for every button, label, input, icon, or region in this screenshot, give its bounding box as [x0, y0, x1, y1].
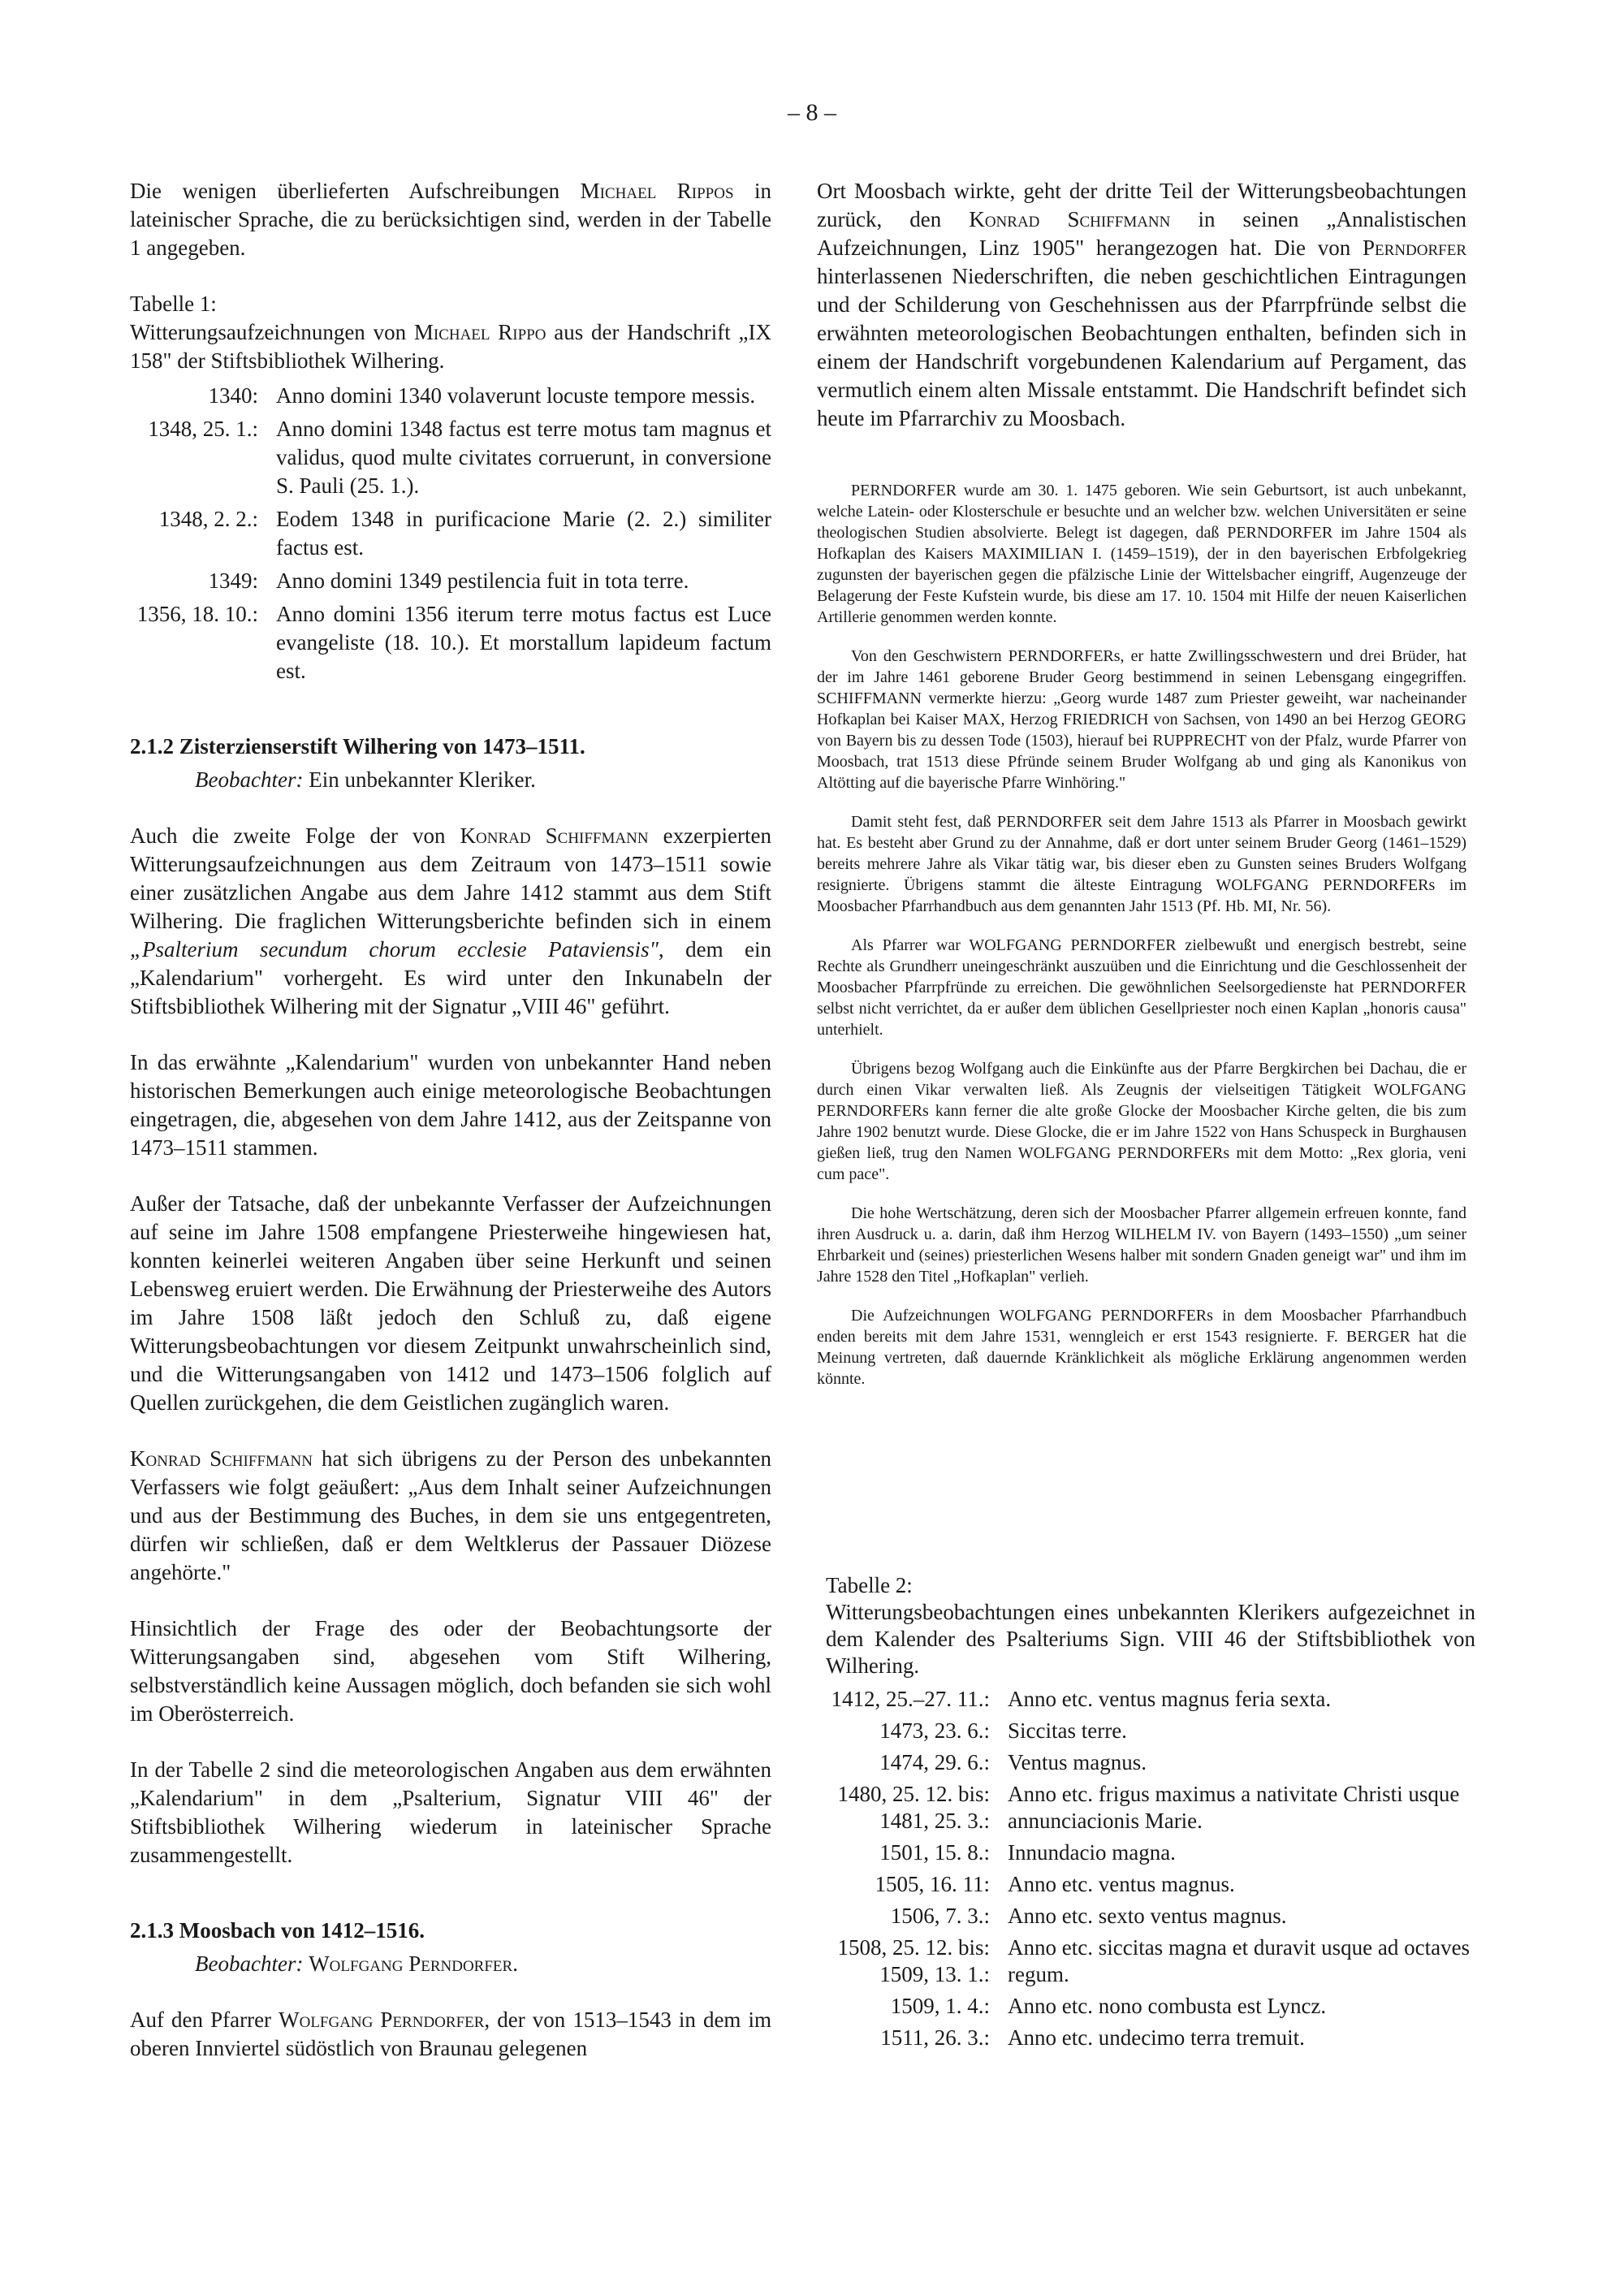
caption-name: Michael Rippo: [413, 320, 546, 344]
left-column: [130, 177, 771, 2063]
table1: [130, 382, 771, 685]
table2-date: 1511, 26. 3.:: [880, 2025, 990, 2050]
section-heading-2-1-2: 2.1.2 Zisterzienserstift Wilhering von 1473–1511.: [130, 734, 585, 759]
table2-block: [826, 1572, 1475, 2051]
author-name: Konrad Schiffmann: [460, 823, 649, 848]
observer-value: Wolfgang Perndorfer.: [309, 1951, 518, 1976]
table2-entry: Anno etc. ventus magnus.: [1008, 1872, 1235, 1896]
text: hat sich übrigens zu der Person des unbekannten Verfassers wie folgt geäußert: „Aus dem Inhalt seiner Aufzeichnungen und aus der Bestimmung des Buches, in dem sie uns entgegentreten, dürfen wir schließen, daß er dem Weltklerus der Passauer Diözese angehörte.": [130, 1446, 771, 1584]
text: Auch die zweite Folge der von: [130, 823, 446, 848]
table1-date: 1356, 18. 10.:: [136, 602, 258, 626]
intro-paragraph: [130, 177, 771, 262]
table2-date: 1412, 25.–27. 11.:: [831, 1687, 990, 1711]
text: exzerpierten Witterungsaufzeichnungen aus dem Zeitraum von 1473–1511 sowie einer zusätzlichen Angabe aus dem Jahre 1412 stammt aus dem Stift Wilhering. Die fraglichen Witterungsberichte befinden sich in einem: [130, 823, 771, 933]
table2-entry: Siccitas terre.: [1008, 1718, 1127, 1743]
table2-entry: Anno etc. undecimo terra tremuit.: [1008, 2025, 1305, 2050]
intro-text-c: lateinischer Sprache, die zu berücksichtigen sind, werden in der Tabelle 1 angegeben.: [130, 207, 771, 260]
text: in seinen „Annalistischen Aufzeichnungen, Linz 1905" herangezogen hat. Die von: [817, 207, 1466, 260]
observer-label: Beobachter:: [195, 767, 304, 792]
paragraph: Außer der Tatsache, daß der unbekannte Verfasser der Aufzeichnungen auf seine im Jahre 1508 empfangene Priesterweihe hingewiesen hat, konnten keinerlei weiteren Angaben über seine Herkunft und seinen Lebensweg eruiert werden. Die Erwähnung der Priesterweihe des Autors im Jahre 1508 läßt jedoch den Schluß zu, daß eigene Witterungsbeobachtungen vor diesem Zeitpunkt unwahrscheinlich sind, und die Witterungsangaben von 1412 und 1473–1506 folglich auf Quellen zurückgehen, die dem Geistlichen zugänglich waren.: [130, 1191, 771, 1415]
paragraph: Hinsichtlich der Frage des oder der Beobachtungsorte der Witterungsangaben sind, abgesehen vom Stift Wilhering, selbstverständlich keine Aussagen möglich, doch befanden sie sich wohl im Oberösterreich.: [130, 1616, 771, 1726]
paragraph: [130, 2006, 771, 2063]
table2-date: 1474, 29. 6.:: [879, 1750, 990, 1774]
note-paragraph: Als Pfarrer war WOLFGANG PERNDORFER zielbewußt und energisch bestrebt, seine Rechte als Grundherr uneingeschränkt auszuüben und die Einrichtung und die Geschlossenheit der Moosbacher Pfarrpfründe zu erreichen. Die gewöhnlichen Seelsorgedienste hat PERNDORFER selbst nicht verrichtet, da er außer dem üblichen Gesellpriester noch einen Kaplan „honoris causa" unterhielt.: [817, 936, 1466, 1039]
text: Auf den Pfarrer: [130, 2008, 272, 2032]
table2-entry: Ventus magnus.: [1008, 1750, 1147, 1774]
page-number: – 8 –: [788, 99, 836, 126]
observer-value: Ein unbekannter Kleriker.: [309, 767, 536, 792]
text: hinterlassenen Niederschriften, die neben geschichtlichen Eintragungen und der Schilderung von Geschehnissen aus der Pfarrpfründe selbst die erwähnten meteorologischen Beobachtungen enthalten, befinden sich in einem der Handschrift vorgebundenen Kalendarium auf Pergament, das vermutlich einem alten Missale entstammt. Die Handschrift befindet sich heute im Pfarrarchiv zu Moosbach.: [817, 264, 1466, 430]
text: , der von 1513–1543 in dem im oberen Innviertel südöstlich von Braunau gelegenen: [130, 2008, 771, 2060]
intro-text-a: Die wenigen überlieferten Aufschreibungen: [130, 179, 560, 203]
table2-entry: Innundacio magna.: [1008, 1840, 1176, 1865]
paragraph: [130, 1445, 771, 1587]
note-paragraph: Damit steht fest, daß PERNDORFER seit dem Jahre 1513 als Pfarrer in Moosbach gewirkt hat. Es besteht aber Grund zu der Annahme, daß er dort unter seinem Bruder Georg (1461–1529) bereits mehrere Jahre als Vikar tätig war, bis dieser eben zu Gunsten seines Bruders Wolfgang resignierte. Übrigens stammt die älteste Eintragung WOLFGANG PERNDORFERs im Moosbacher Pfarrhandbuch aus dem genannten Jahr 1513 (Pf. Hb. MI, Nr. 56).: [817, 813, 1466, 915]
table2-entry: Anno etc. siccitas magna et duravit usque ad octaves regum.: [1008, 1935, 1471, 1986]
table2-date: 1501, 15. 8.:: [879, 1840, 990, 1865]
caption-text-a: Witterungsaufzeichnungen von: [130, 320, 407, 344]
paragraph: In der Tabelle 2 sind die meteorologischen Angaben aus dem erwähnten „Kalendarium" in dem „Psalterium, Signatur VIII 46" der Stiftsbibliothek Wilhering wiederum in lateinischer Sprache zusammengestellt.: [130, 1757, 771, 1867]
right-column: [817, 177, 1466, 1390]
table1-label: Tabelle 1:: [130, 292, 217, 316]
note-paragraph: PERNDORFER wurde am 30. 1. 1475 geboren. Wie sein Geburtsort, ist auch unbekannt, welche Latein- oder Klosterschule er besuchte und an welcher bzw. welchen Universitäten er seine theologischen Studien absolvierte. Belegt ist dagegen, daß PERNDORFER im Jahre 1504 als Hofkaplan des Kaisers MAXIMILIAN I. (1459–1519), der in den bayerischen Erbfolgekrieg zugunsten der bayerischen gegen die pfälzische Linie der Wittelsbacher eingriff, Augenzeuge der Belagerung der Feste Kufstein wurde, bis diese am 17. 10. 1504 mit Hilfe der neuen Kaiserlichen Artillerie genommen werden konnte.: [817, 482, 1466, 626]
author-name: Michael Rippos: [580, 179, 734, 203]
table2-caption: Witterungsbeobachtungen eines unbekannten Klerikers aufgezeichnet in dem Kalender des Psalteriums Sign. VIII 46 der Stiftsbibliothek von Wilhering.: [826, 1600, 1475, 1678]
table2-label: Tabelle 2:: [826, 1573, 913, 1597]
table2-date: 1473, 23. 6.:: [879, 1718, 990, 1743]
table2-date: 1508, 25. 12. bis: 1509, 13. 1.:: [837, 1935, 990, 1986]
paragraph: [817, 177, 1466, 433]
table1-date: 1340:: [208, 383, 258, 408]
table1-caption: [130, 318, 771, 375]
note-paragraph: Die Aufzeichnungen WOLFGANG PERNDORFERs in dem Moosbacher Pfarrhandbuch enden bereits mit dem Jahre 1531, wenngleich er erst 1543 resignierte. F. BERGER hat die Meinung vertreten, daß dauernde Kränklichkeit als mögliche Erklärung angenommen werden könnte.: [817, 1307, 1466, 1388]
author-name: Perndorfer: [1363, 236, 1467, 260]
author-name: Konrad Schiffmann: [130, 1446, 313, 1471]
table1-date: 1348, 2. 2.:: [158, 507, 258, 531]
intro-text-b: in: [754, 179, 772, 203]
table1-entry: Anno domini 1356 iterum terre motus factus est Luce evangeliste (18. 10.). Et morstallum lapideum factum est.: [276, 602, 771, 683]
table2: [826, 1686, 1475, 2051]
author-name: Wolfgang Perndorfer: [279, 2008, 485, 2032]
table2-date: 1509, 1. 4.:: [890, 1994, 990, 2018]
section-heading-2-1-3: 2.1.3 Moosbach von 1412–1516.: [130, 1918, 425, 1943]
table1-entry: Anno domini 1349 pestilencia fuit in tota terre.: [276, 568, 689, 593]
table1-date: 1348, 25. 1.:: [148, 417, 258, 441]
table2-entry: Anno etc. sexto ventus magnus.: [1008, 1904, 1287, 1928]
table1-entry: Anno domini 1340 volaverunt locuste tempore messis.: [276, 383, 756, 408]
table2-date: 1505, 16. 11:: [875, 1872, 990, 1896]
paragraph: In das erwähnte „Kalendarium" wurden von unbekannter Hand neben historischen Bemerkungen auch einige meteorologische Beobachtungen eingetragen, die, abgesehen von dem Jahre 1412, aus der Zeitspanne von 1473–1511 stammen.: [130, 1050, 771, 1160]
table2-entry: Anno etc. nono combusta est Lyncz.: [1008, 1994, 1327, 2018]
table2-entry: Anno etc. ventus magnus feria sexta.: [1008, 1687, 1332, 1711]
notes-block: [817, 480, 1466, 1390]
table2-entry: Anno etc. frigus maximus a nativitate Christi usque annunciacionis Marie.: [1008, 1782, 1460, 1833]
observer-line: [195, 1950, 771, 1978]
text: Ort Moosbach wirkte, geht der dritte Teil der Witterungsbeobachtungen zurück, den: [817, 179, 1466, 231]
table1-entry: Anno domini 1348 factus est terre motus tam magnus et validus, quod multe civitates corruerunt, in conversione S. Pauli (25. 1.).: [276, 417, 771, 498]
text: , dem ein „Kalendarium" vorhergeht. Es wird unter den Inkunabeln der Stiftsbibliothek Wilhering mit der Signatur „VIII 46" geführt.: [130, 937, 771, 1018]
paragraph: [130, 822, 771, 1021]
table2-date: 1506, 7. 3.:: [890, 1904, 990, 1928]
note-paragraph: Von den Geschwistern PERNDORFERs, er hatte Zwillingsschwestern und drei Brüder, hat der im Jahre 1461 geborene Bruder Georg bestimmend in seinen Lebensgang eingegriffen. SCHIFFMANN vermerkte hierzu: „Georg wurde 1487 zum Priester geweiht, war nacheinander Hofkaplan bei Kaiser MAX, Herzog FRIEDRICH von Sachsen, von 1490 an bei Herzog GEORG von Bayern bis zu dessen Tode (1503), hierauf bei RUPPRECHT von der Pfalz, wurde Pfarrer von Moosbach, trat 1513 diese Pfründe seinem Bruder Wolfgang ab und ging als Kanonikus von Altötting auf die bayerische Pfarre Winhöring.": [817, 647, 1466, 792]
table1-date: 1349:: [208, 568, 258, 593]
table2-date: 1480, 25. 12. bis: 1481, 25. 3.:: [837, 1782, 990, 1833]
observer-label: Beobachter:: [195, 1951, 304, 1976]
note-paragraph: Die hohe Wertschätzung, deren sich der Moosbacher Pfarrer allgemein erfreuen konnte, fand ihren Ausdruck u. a. darin, daß ihm Herzog WILHELM IV. von Bayern (1493–1550) „um seiner Ehrbarkeit und (seines) priesterlichen Wesens halber mit sondern Gnaden geneigt war" und ihm im Jahre 1528 den Titel „Hofkaplan" verlieh.: [817, 1204, 1466, 1286]
book-title: „Psalterium secundum chorum ecclesie Pataviensis": [130, 937, 659, 962]
table1-entry: Eodem 1348 in purificacione Marie (2. 2.) similiter factus est.: [276, 507, 771, 560]
observer-line: [195, 766, 771, 794]
caption-text-b: aus der Handschrift „IX 158" der Stiftsbibliothek Wilhering.: [130, 320, 772, 373]
note-paragraph: Übrigens bezog Wolfgang auch die Einkünfte aus der Pfarre Bergkirchen bei Dachau, die er durch einen Vikar verwalten ließ. Als Zeugnis der vielseitigen Tätigkeit WOLFGANG PERNDORFERs kann ferner die alte große Glocke der Moosbacher Kirche gelten, die bis zum Jahre 1902 benutzt wurde. Diese Glocke, die er im Jahre 1522 von Hans Schuspeck in Burghausen gießen ließ, trug den Namen WOLFGANG PERNDORFERs mit dem Motto: „Rex gloria, veni cum pace".: [817, 1060, 1466, 1183]
author-name: Konrad Schiffmann: [969, 207, 1171, 231]
